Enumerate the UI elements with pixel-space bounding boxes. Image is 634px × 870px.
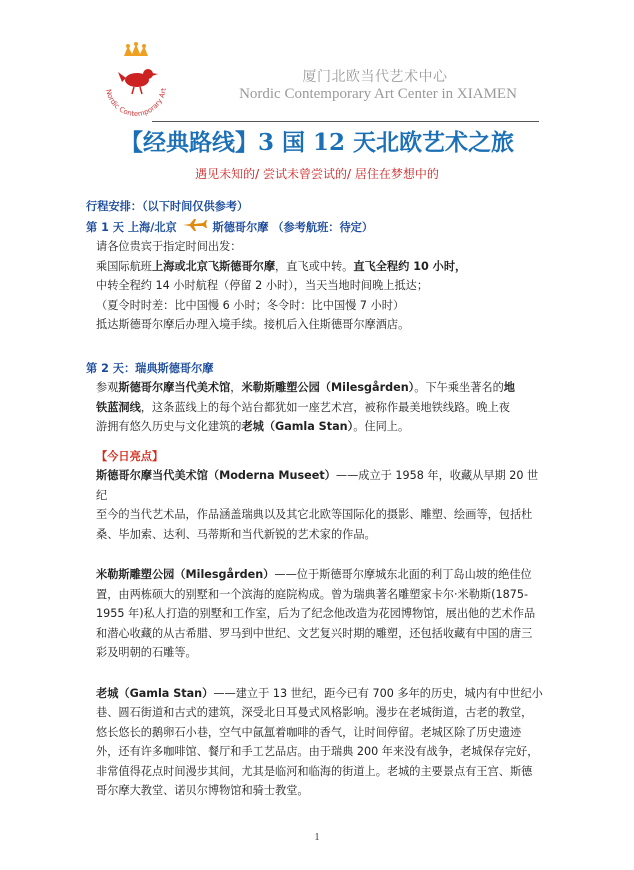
day1-line-1: 请各位贵宾于指定时间出发： [96, 240, 242, 254]
day1-line-3: 中转全程约 14 小时航程（停留 2 小时），当天当地时间晚上抵达； [96, 279, 429, 293]
day1-body [86, 237, 546, 335]
day1-heading [86, 218, 546, 238]
highlights-label: 【今日亮点】 [96, 449, 164, 463]
header-divider [152, 121, 539, 122]
svg-text:Nordic Contemporary Art Center: Nordic Contemporary Art [104, 87, 168, 118]
day2-body: 参观斯德哥尔摩当代美术馆，米勒斯雕塑公园（Milesgården）。下午乘坐著名的地 铁蓝洞线，这条蓝线上的每个站台都犹如一座艺术宫，被称作最美地铁线路。晚上夜 游拥有悠久历史与文化建筑的老城（Gamla Stan）。住同上。 [96, 381, 515, 434]
document-title: 【经典路线】3 国 12 天北欧艺术之旅 [119, 129, 515, 156]
airplane-icon [182, 218, 208, 238]
schedule-heading: 行程安排：（以下时间仅供参考） [86, 200, 249, 213]
day2-heading: 第 2 天：瑞典斯德哥尔摩 [86, 361, 214, 375]
day1-line-4: （夏令时时差：比中国慢 6 小时；冬令时：比中国慢 7 小时） [96, 298, 405, 312]
org-name-en: Nordic Contemporary Art Center in XIAMEN [239, 86, 517, 102]
day1-heading-origin: 第 1 天 上海/北京 [86, 220, 177, 234]
day1-line-5: 抵达斯德哥尔摩后办理入境手续。接机后入住斯德哥尔摩酒店。 [96, 318, 410, 332]
day1-line-2: 乘国际航班上海或北京飞斯德哥尔摩，直飞或中转。直飞全程约 10 小时， [96, 259, 467, 273]
day1-heading-destination: 斯德哥尔摩 （参考航班：待定） [212, 220, 374, 234]
document-subtitle: 遇见未知的/ 尝试未曾尝试的/ 居住在梦想中的 [195, 167, 439, 181]
page-number: 1 [314, 832, 320, 843]
highlight-milesgarden: 米勒斯雕塑公园（Milesgården）——位于斯德哥尔摩城东北面的利丁岛山坡的绝佳位 置，由两栋硕大的别墅和一个滨海的庭院构成。曾为瑞典著名雕塑家卡尔·米勒斯(1875- 1955 年)私人打造的别墅和工作室，后为了纪念他改造为花园博物馆，展出他的艺术作品 和潜心收藏的从古希腊、罗马到中世纪、文艺复兴时期的雕塑，还包括收藏有中国的唐三 彩及明朝的石雕等。 [96, 568, 536, 660]
logo-seal [98, 42, 174, 118]
nordic-center-logo [98, 42, 174, 118]
org-name-cn: 厦门北欧当代艺术中心 [302, 69, 448, 85]
highlight-gamla-stan: 老城（Gamla Stan）——建立于 13 世纪，距今已有 700 多年的历史，城内有中世纪小 巷、圆石街道和古式的建筑，深受北日耳曼式风格影响。漫步在老城街道，古老的教堂， 悠长悠长的鹅卵石小巷，空气中氤氲着咖啡的香气，让时间停留。老城区除了历史遗迹 外，还有许多咖啡馆、餐厅和手工艺品店。由于瑞典 200 年来没有战争，老城保存完好， 非常值得花点时间漫步其间，尤其是临河和临海的街道上。老城的主要景点有王宫、斯德 哥尔摩大教堂、诺贝尔博物馆和骑士教堂。 [96, 686, 543, 798]
highlight-moderna-museet: 斯德哥尔摩当代美术馆（Moderna Museet）——成立于 1958 年，收藏从早期 20 世纪 至今的当代艺术品，作品涵盖瑞典以及其它北欧等国际化的摄影、雕塑、绘画等，包括杜 桑、毕加索、达利、马蒂斯和当代新锐的艺术家的作品。 [96, 469, 539, 541]
itinerary-content [86, 197, 546, 801]
